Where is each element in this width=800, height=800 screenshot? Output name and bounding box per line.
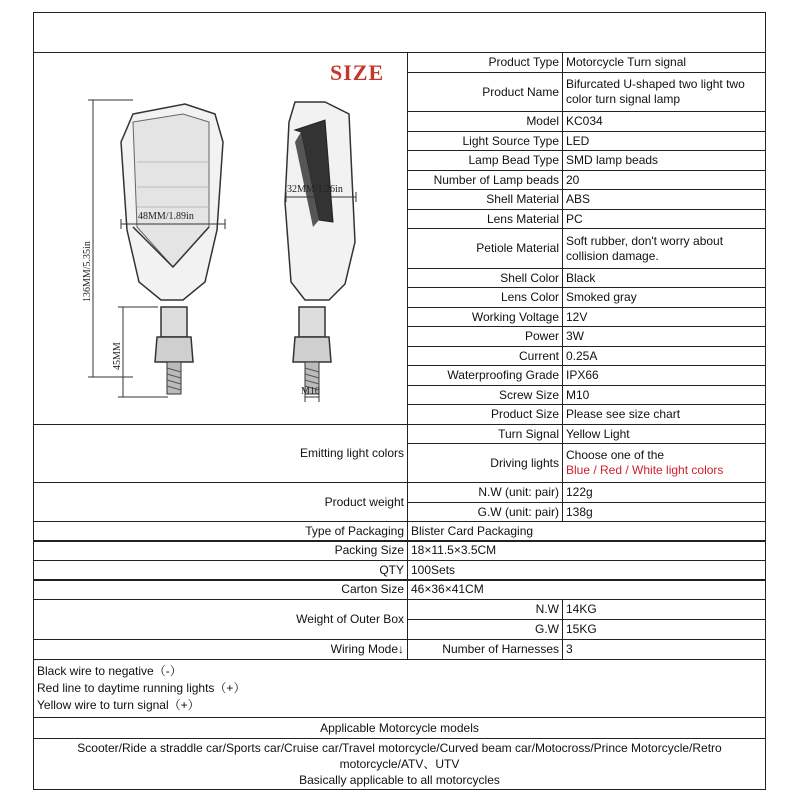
gw-label: G.W (unit: pair) (407, 502, 563, 522)
outer-gw-value: 15KG (562, 619, 766, 640)
models-line: Basically applicable to all motorcycles (299, 773, 500, 787)
spec-label: Working Voltage (407, 307, 563, 328)
spec-value: Bifurcated U-shaped two light two color turn signal lamp (562, 72, 766, 113)
packaging-value: Blister Card Packaging (407, 521, 766, 541)
packaging-label: QTY (33, 560, 408, 580)
spec-label: Light Source Type (407, 131, 563, 152)
spec-label: Product Name (407, 72, 563, 113)
nw-label: N.W (unit: pair) (407, 482, 563, 503)
lamp-drawing (33, 52, 408, 425)
spec-label: Lens Color (407, 287, 563, 308)
harness-count-value: 3 (562, 639, 766, 660)
spec-label: Waterproofing Grade (407, 365, 563, 386)
spec-value: 0.25A (562, 346, 766, 367)
spec-value: SMD lamp beads (562, 150, 766, 171)
screw-dim-label: M10 (301, 386, 320, 397)
wiring-instructions (33, 659, 766, 718)
spec-value: IPX66 (562, 365, 766, 386)
header-blank-cell (33, 12, 766, 53)
packaging-value: 100Sets (407, 560, 766, 580)
wiring-line: Red line to daytime running lights（+） (37, 681, 246, 695)
spec-value: LED (562, 131, 766, 152)
spec-label: Product Size (407, 404, 563, 425)
spec-value: PC (562, 209, 766, 230)
driving-lights-line1: Choose one of the (566, 448, 665, 462)
outer-nw-value: 14KG (562, 599, 766, 620)
spec-label: Current (407, 346, 563, 367)
wiring-mode-label: Wiring Mode↓ (33, 639, 408, 660)
spec-value: Motorcycle Turn signal (562, 52, 766, 73)
depth-dim-label: 32MM/1.26in (287, 184, 343, 195)
packaging-value: 46×36×41CM (407, 580, 766, 600)
spec-value: 20 (562, 170, 766, 191)
spec-value: ABS (562, 189, 766, 210)
packaging-label: Packing Size (33, 541, 408, 561)
spec-value: M10 (562, 385, 766, 406)
harness-count-label: Number of Harnesses (407, 639, 563, 660)
models-line: motorcycle/ATV、UTV (339, 757, 460, 771)
wiring-line: Black wire to negative（-） (37, 664, 182, 678)
width-dim-label: 48MM/1.89in (138, 211, 194, 222)
driving-lights-label: Driving lights (407, 443, 563, 483)
front-lamp-icon (121, 104, 223, 394)
driving-lights-value (562, 443, 766, 483)
models-list (33, 738, 766, 790)
outer-box-label: Weight of Outer Box (33, 599, 408, 640)
spec-value: 12V (562, 307, 766, 328)
size-title: SIZE (330, 60, 385, 85)
spec-value: Please see size chart (562, 404, 766, 425)
spec-value: KC034 (562, 111, 766, 132)
gw-value: 138g (562, 502, 766, 522)
spec-label: Shell Color (407, 268, 563, 289)
spec-value: Soft rubber, don't worry about collision damage. (562, 228, 766, 269)
driving-lights-colors: Blue / Red / White light colors (566, 463, 724, 477)
spec-label: Power (407, 326, 563, 347)
models-line: Scooter/Ride a straddle car/Sports car/Cruise car/Travel motorcycle/Curved beam car/Motocross/Prince Motorcycle/Retro (77, 741, 722, 755)
packaging-label: Carton Size (33, 580, 408, 600)
spec-label: Petiole Material (407, 228, 563, 269)
size-diagram (33, 52, 408, 425)
spec-value: Black (562, 268, 766, 289)
packaging-label: Type of Packaging (33, 521, 408, 541)
wiring-line: Yellow wire to turn signal（+） (37, 698, 200, 712)
nw-value: 122g (562, 482, 766, 503)
spec-value: Smoked gray (562, 287, 766, 308)
turn-signal-label: Turn Signal (407, 424, 563, 444)
packaging-value: 18×11.5×3.5CM (407, 541, 766, 561)
spec-label: Lamp Bead Type (407, 150, 563, 171)
spec-label: Product Type (407, 52, 563, 73)
spec-value: 3W (562, 326, 766, 347)
product-weight-label: Product weight (33, 482, 408, 522)
spec-label: Shell Material (407, 189, 563, 210)
spec-label: Lens Material (407, 209, 563, 230)
emitting-colors-label: Emitting light colors (33, 424, 408, 483)
height-dim-label: 136MM/5.35in (82, 241, 93, 302)
stem-dim-label: 45MM (112, 342, 123, 370)
spec-label: Number of Lamp beads (407, 170, 563, 191)
models-heading: Applicable Motorcycle models (33, 717, 766, 739)
outer-nw-label: N.W (407, 599, 563, 620)
outer-gw-label: G.W (407, 619, 563, 640)
turn-signal-value: Yellow Light (562, 424, 766, 444)
spec-label: Screw Size (407, 385, 563, 406)
spec-label: Model (407, 111, 563, 132)
side-lamp-icon (285, 102, 355, 394)
